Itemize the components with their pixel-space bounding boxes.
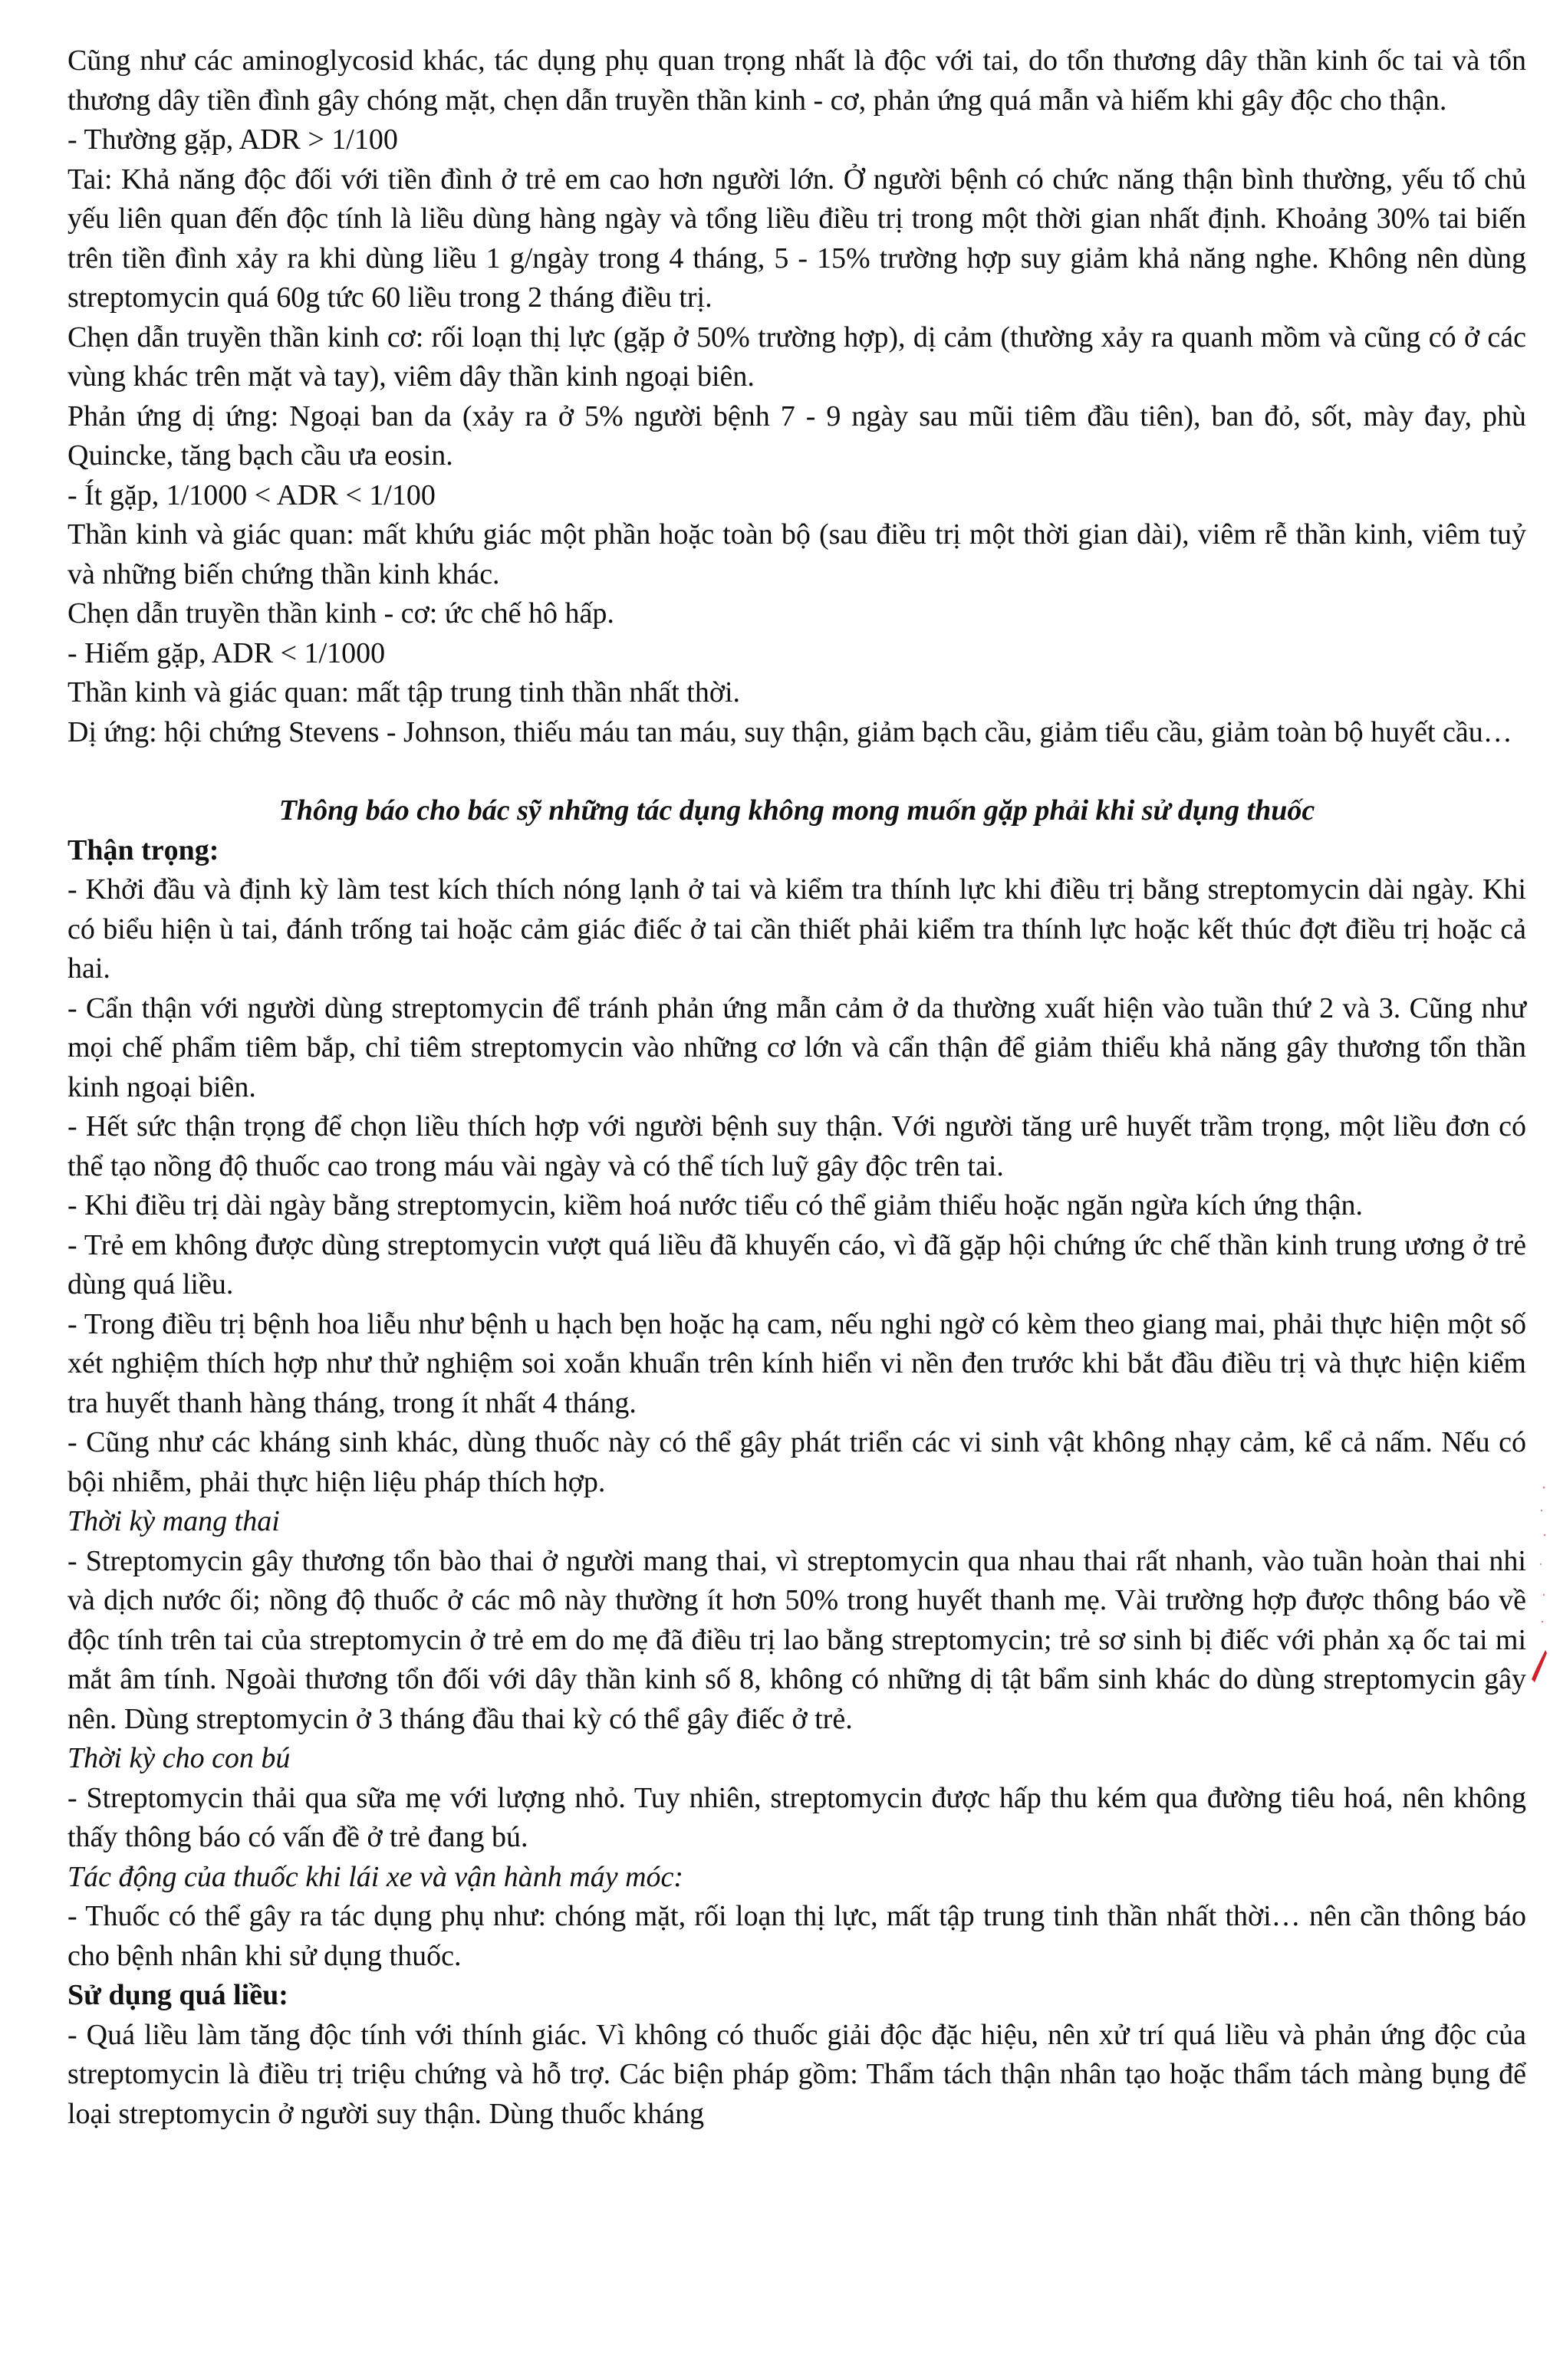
paragraph: Tai: Khả năng độc đối với tiền đình ở trẻ em cao hơn người lớn. Ở người bệnh có chức năng thận bình thường, yếu tố chủ yếu liên quan đến độc tính là liều dùng hàng ngày và tổng liều điều trị trong một thời gian nhất định. Khoảng 30% tai biến trên tiền đình xảy ra khi dùng liều 1 g/ngày trong 4 tháng, 5 - 15% trường hợp suy giảm khả năng nghe. Không nên dùng streptomycin quá 60g tức 60 liều trong 2 tháng điều trị. — [67, 163, 1526, 314]
paragraph: - Trẻ em không được dùng streptomycin vượt quá liều đã khuyến cáo, vì đã gặp hội chứng ức chế thần kinh trung ương ở trẻ dùng quá liều. — [67, 1228, 1526, 1300]
italic-subheading: Tác động của thuốc khi lái xe và vận hành máy móc: — [67, 1860, 684, 1893]
paragraph: Thần kinh và giác quan: mất tập trung tinh thần nhất thời. — [67, 676, 741, 708]
paragraph: Chẹn dẫn truyền thần kinh - cơ: ức chế hô hấp. — [67, 597, 614, 630]
paragraph: - Hết sức thận trọng để chọn liều thích hợp với người bệnh suy thận. Với người tăng urê huyết trầm trọng, một liều đơn có thể tạo nồng độ thuốc cao trong máu vài ngày và có thể tích luỹ gây độc trên tai. — [67, 1110, 1526, 1182]
section-heading: Thông báo cho bác sỹ những tác dụng không mong muốn gặp phải khi sử dụng thuốc — [278, 794, 1315, 827]
paragraph: - Streptomycin gây thương tổn bào thai ở người mang thai, vì streptomycin qua nhau thai rất nhanh, vào tuần hoàn thai nhi và dịch nước ối; nồng độ thuốc ở các mô này thường ít hơn 50% trong huyết thanh mẹ. Vài trường hợp được thông báo về độc tính trên tai của streptomycin ở trẻ em do mẹ đã điều trị lao bằng streptomycin; trẻ sơ sinh bị điếc với phản xạ ốc tai mi mắt âm tính. Ngoài thương tổn đối với dây thần kinh số 8, không có những dị tật bẩm sinh khác do dùng streptomycin gây nên. Dùng streptomycin ở 3 tháng đầu thai kỳ có thể gây điếc ở trẻ. — [67, 1544, 1526, 1735]
paragraph: - Trong điều trị bệnh hoa liễu như bệnh u hạch bẹn hoặc hạ cam, nếu nghi ngờ có kèm theo giang mai, phải thực hiện một số xét nghiệm thích hợp như thử nghiệm soi xoắn khuẩn trên kính hiển vi nền đen trước khi bắt đầu điều trị và thực hiện kiểm tra huyết thanh hàng tháng, trong ít nhất 4 tháng. — [67, 1307, 1526, 1419]
paragraph: - Thuốc có thể gây ra tác dụng phụ như: chóng mặt, rối loạn thị lực, mất tập trung tinh thần nhất thời… nên cần thông báo cho bệnh nhân khi sử dụng thuốc. — [67, 1900, 1526, 1972]
paragraph: - Streptomycin thải qua sữa mẹ với lượng nhỏ. Tuy nhiên, streptomycin được hấp thu kém qua đường tiêu hoá, nên không thấy thông báo có vấn đề ở trẻ đang bú. — [67, 1781, 1526, 1853]
italic-subheading: Thời kỳ cho con bú — [67, 1742, 291, 1774]
paragraph: - Khi điều trị dài ngày bằng streptomycin, kiềm hoá nước tiểu có thể giảm thiểu hoặc ngăn ngừa kích ứng thận. — [67, 1189, 1364, 1221]
paragraph: Cũng như các aminoglycosid khác, tác dụng phụ quan trọng nhất là độc với tai, do tổn thương dây thần kinh ốc tai và tổn thương dây tiền đình gây chóng mặt, chẹn dẫn truyền thần kinh - cơ, phản ứng quá mẫn và hiếm khi gây độc cho thận. — [67, 44, 1526, 117]
paragraph: Chẹn dẫn truyền thần kinh cơ: rối loạn thị lực (gặp ở 50% trường hợp), dị cảm (thường xảy ra quanh mồm và cũng có ở các vùng khác trên mặt và tay), viêm dây thần kinh ngoại biên. — [67, 321, 1526, 393]
margin-dots-mark — [1535, 1480, 1548, 1633]
paragraph: Dị ứng: hội chứng Stevens - Johnson, thiếu máu tan máu, suy thận, giảm bạch cầu, giảm tiểu cầu, giảm toàn bộ huyết cầu… — [67, 715, 1512, 748]
paragraph: - Ít gặp, 1/1000 < ADR < 1/100 — [67, 478, 436, 511]
paragraph: - Khởi đầu và định kỳ làm test kích thích nóng lạnh ở tai và kiểm tra thính lực khi điều trị bằng streptomycin dài ngày. Khi có biểu hiện ù tai, đánh trống tai hoặc cảm giác điếc ở tai cần thiết phải kiểm tra thính lực hoặc kết thúc đợt điều trị hoặc cả hai. — [67, 873, 1526, 985]
paragraph: - Cẩn thận với người dùng streptomycin để tránh phản ứng mẫn cảm ở da thường xuất hiện vào tuần thứ 2 và 3. Cũng như mọi chế phẩm tiêm bắp, chỉ tiêm streptomycin vào những cơ lớn và cẩn thận để giảm thiểu khả năng gây thương tổn thần kinh ngoại biên. — [67, 991, 1526, 1103]
paragraph: - Thường gặp, ADR > 1/100 — [67, 123, 398, 156]
document-page — [67, 41, 1526, 2134]
paragraph: - Quá liều làm tăng độc tính với thính giác. Vì không có thuốc giải độc đặc hiệu, nên xử trí quá liều và phản ứng độc của streptomycin là điều trị triệu chứng và hỗ trợ. Các biện pháp gồm: Thẩm tách thận nhân tạo hoặc thẩm tách màng bụng để loại streptomycin ở người suy thận. Dùng thuốc kháng — [67, 2018, 1526, 2130]
paragraph: Thần kinh và giác quan: mất khứu giác một phần hoặc toàn bộ (sau điều trị một thời gian dài), viêm rễ thần kinh, viêm tuỷ và những biến chứng thần kinh khác. — [67, 518, 1526, 590]
paragraph: Phản ứng dị ứng: Ngoại ban da (xảy ra ở 5% người bệnh 7 - 9 ngày sau mũi tiêm đầu tiên), ban đỏ, sốt, mày đay, phù Quincke, tăng bạch cầu ưa eosin. — [67, 399, 1526, 472]
margin-red-mark — [1530, 1649, 1547, 1684]
bold-heading: Thận trọng: — [67, 833, 219, 866]
paragraph: - Hiếm gặp, ADR < 1/1000 — [67, 636, 386, 669]
bold-heading: Sử dụng quá liều: — [67, 1979, 288, 2011]
italic-subheading: Thời kỳ mang thai — [67, 1505, 280, 1537]
paragraph: - Cũng như các kháng sinh khác, dùng thuốc này có thể gây phát triển các vi sinh vật không nhạy cảm, kể cả nấm. Nếu có bội nhiễm, phải thực hiện liệu pháp thích hợp. — [67, 1426, 1526, 1498]
